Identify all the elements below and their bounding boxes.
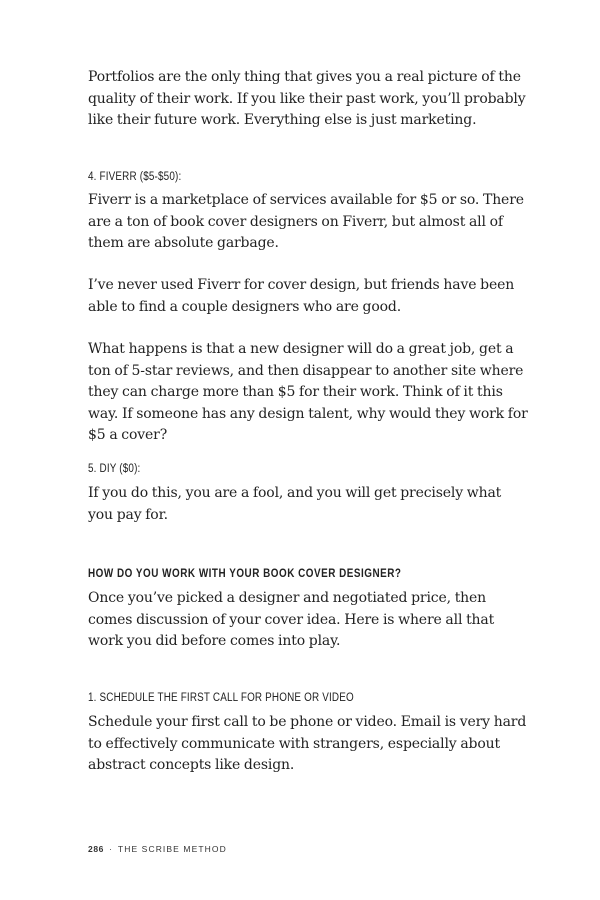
paragraph-schedule-call: Schedule your first call to be phone or video. Email is very hard to effectively communicate with strangers, especially about abstract concepts like design. [88, 714, 527, 773]
heading-schedule-call: 1. SCHEDULE THE FIRST CALL FOR PHONE OR VIDEO [88, 692, 354, 704]
paragraph-fiverr-explanation: What happens is that a new designer will do a great job, get a ton of 5-star reviews, and then disappear to another site where they can charge more than $5 for their work. Think of it this way. If someone has any design talent, why would they work for $5 a cover? [88, 341, 528, 443]
page-number: 286 [88, 844, 104, 854]
footer-separator: · [108, 844, 113, 854]
paragraph-fiverr-experience: I’ve never used Fiverr for cover design, but friends have been able to find a couple designers who are good. [88, 277, 515, 315]
heading-diy: 5. DIY ($0): [88, 463, 141, 475]
page-footer [88, 844, 227, 854]
paragraph-portfolios: Portfolios are the only thing that gives you a real picture of the quality of their work. If you like their past work, you’ll probably like their future work. Everything else is just marketing. [88, 69, 526, 128]
paragraph-fiverr-intro: Fiverr is a marketplace of services available for $5 or so. There are a ton of book cover designers on Fiverr, but almost all of them are absolute garbage. [88, 192, 524, 251]
book-title: THE SCRIBE METHOD [117, 844, 227, 854]
heading-fiverr: 4. FIVERR ($5-$50): [88, 171, 182, 183]
paragraph-diy: If you do this, you are a fool, and you will get precisely what you pay for. [88, 485, 502, 523]
section-heading-work-with-designer: HOW DO YOU WORK WITH YOUR BOOK COVER DESIGNER? [88, 568, 402, 580]
paragraph-picked-designer: Once you’ve picked a designer and negotiated price, then comes discussion of your cover idea. Here is where all that work you did before comes into play. [88, 590, 495, 649]
